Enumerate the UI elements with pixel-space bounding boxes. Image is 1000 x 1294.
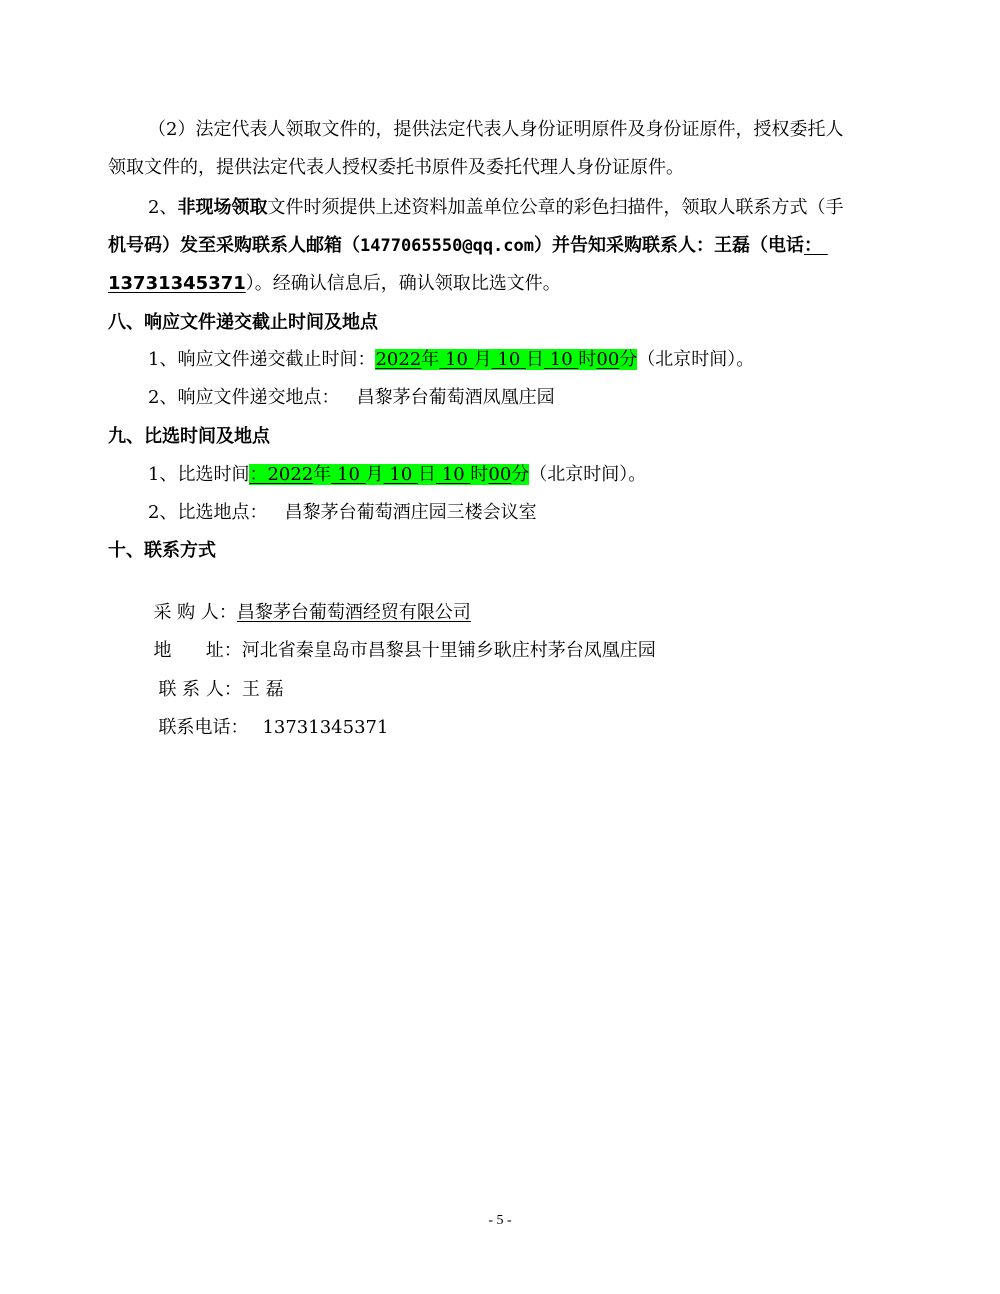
para-3-line1-rest: 文件时须提供上述资料加盖单位公章的彩色扫描件，领取人联系方式（手 xyxy=(267,197,844,218)
address-value: 河北省秦皇岛市昌黎县十里铺乡耿庄村茅台凤凰庄园 xyxy=(241,640,656,661)
email-address: 1477065550@qq.com xyxy=(360,236,534,256)
para-3-bold-term: 非现场领取 xyxy=(177,197,268,218)
selection-month: 10 xyxy=(337,464,360,485)
para-2-line-1 xyxy=(148,118,843,142)
section-9-item-2: 2、比选地点： 昌黎茅台葡萄酒庄园三楼会议室 xyxy=(148,502,537,523)
deadline-day-unit: 日 xyxy=(526,349,545,370)
deadline-year-unit: 年 xyxy=(421,349,440,370)
para-2-text-2: 领取文件的，提供法定代表人授权委托书原件及委托代理人身份证原件。 xyxy=(108,157,684,178)
para-3-line-1 xyxy=(148,196,843,220)
para-2-text-1: （2）法定代表人领取文件的，提供法定代表人身份证明原件及身份证原件，授权委托人 xyxy=(148,119,844,140)
para-3-phone: 13731345371 xyxy=(108,273,246,294)
buyer-value: 昌黎茅台葡萄酒经贸有限公司 xyxy=(236,602,471,623)
section-8-item-2: 2、响应文件递交地点： 昌黎茅台葡萄酒凤凰庄园 xyxy=(148,387,555,408)
para-3-prefix: 2、 xyxy=(148,197,178,218)
deadline-day: 10 xyxy=(497,349,521,370)
selection-month-unit: 月 xyxy=(365,464,384,485)
selection-year-unit: 年 xyxy=(313,464,332,485)
contact-row xyxy=(147,654,284,700)
para-3-line2-bold-rest: ）并告知采购联系人：王磊（电话 xyxy=(534,235,804,256)
deadline-minute: 00 xyxy=(596,349,620,370)
selection-datetime xyxy=(249,464,529,485)
section-8-item-1 xyxy=(148,348,754,372)
selection-minute: 00 xyxy=(488,464,512,485)
para-3-line3-rest: ）。经确认信息后，确认领取比选文件。 xyxy=(245,273,561,294)
para-3-phone-colon: ： xyxy=(804,235,822,256)
deadline-minute-unit: 分 xyxy=(619,349,638,370)
deadline-hour-unit: 时 xyxy=(578,349,597,370)
para-3-line2-bold: 机号码）发至采购联系人邮箱（ xyxy=(108,235,360,256)
page-number: - 5 - xyxy=(488,1213,512,1228)
deadline-datetime xyxy=(375,349,637,370)
section-8-heading: 八、响应文件递交截止时间及地点 xyxy=(108,312,378,333)
section-9-suffix: （北京时间）。 xyxy=(529,464,647,485)
phone-row xyxy=(147,692,389,738)
section-9-heading: 九、比选时间及地点 xyxy=(108,426,270,447)
phone-label: 联系电话： xyxy=(158,717,249,738)
deadline-hour: 10 xyxy=(549,349,573,370)
selection-day-unit: 日 xyxy=(418,464,437,485)
section-9-item1-label: 1、比选时间 xyxy=(148,464,250,485)
para-3-underline-pad xyxy=(822,235,828,256)
section-10-heading: 十、联系方式 xyxy=(108,540,216,561)
selection-minute-unit: 分 xyxy=(511,464,530,485)
selection-colon: ： xyxy=(249,464,268,485)
section-8-suffix: （北京时间）。 xyxy=(637,349,755,370)
contact-value: 王 磊 xyxy=(241,679,284,700)
selection-hour-unit: 时 xyxy=(470,464,489,485)
selection-year: 2022 xyxy=(267,464,314,485)
deadline-month: 10 xyxy=(445,349,468,370)
deadline-month-unit: 月 xyxy=(473,349,492,370)
para-3-line-3 xyxy=(108,272,561,296)
selection-hour: 10 xyxy=(441,464,465,485)
para-2-line-2 xyxy=(108,156,684,180)
address-label: 地 址： xyxy=(153,640,242,661)
section-8-item1-label: 1、响应文件递交截止时间： xyxy=(148,349,376,370)
para-3-line-2 xyxy=(108,234,828,258)
buyer-label: 采 购 人： xyxy=(153,602,237,623)
phone-value: 13731345371 xyxy=(262,717,389,738)
address-row xyxy=(142,615,656,661)
selection-day: 10 xyxy=(389,464,413,485)
buyer-row xyxy=(142,577,471,623)
section-9-item-1 xyxy=(148,463,646,487)
contact-label: 联 系 人： xyxy=(158,679,242,700)
deadline-year: 2022 xyxy=(375,349,422,370)
